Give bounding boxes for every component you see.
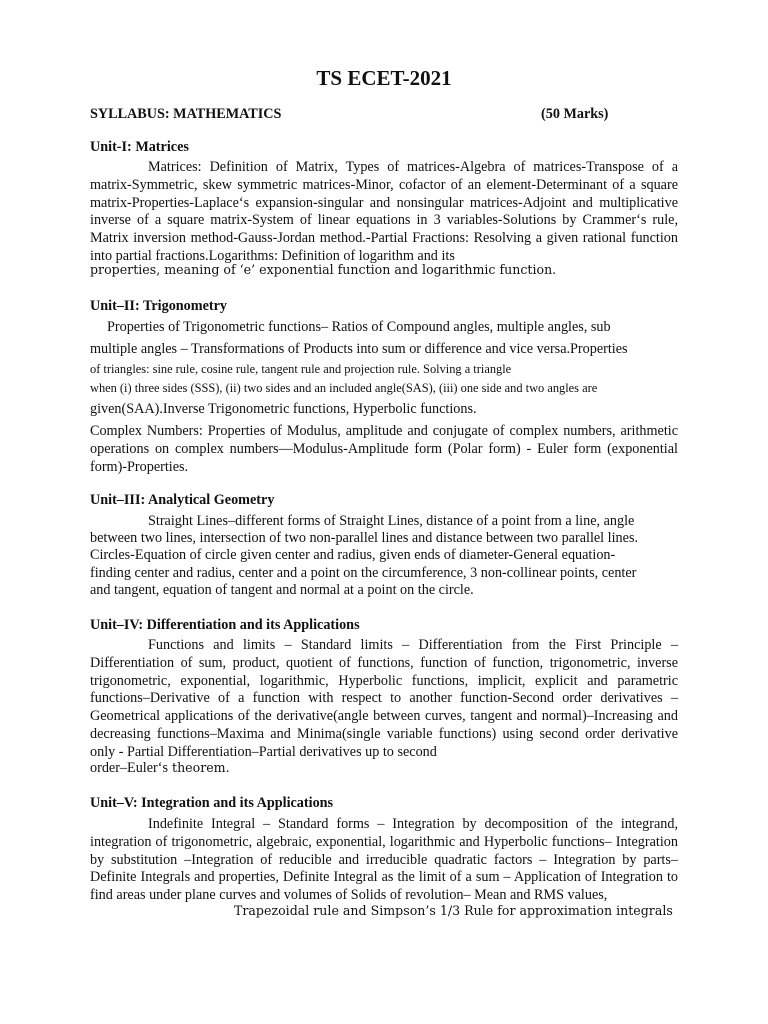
document-title: TS ECET-2021	[316, 66, 452, 90]
unit1-body: Matrices: Definition of Matrix, Types of matrices-Algebra of matrices-Transpose of a matrix-Symmetric, skew symmetric matrices-Minor, cofactor of an element-Determinant of a square matrix-Properties-Laplace‘s expansion-singular and nonsingular matrices-Adjoint and multiplicative inverse of a square matrix-System of linear equations in 3 variables-Solutions by Crammer‘s rule, Matrix inversion method-Gauss-Jordan method.-Partial Fractions: Resolving a given rational function into partial fractions.Logarithms: Definition of logarithm and its	[90, 159, 678, 264]
unit4-last-line	[90, 760, 230, 777]
unit3-line-3: Circles-Equation of circle given center and radius, given ends of diameter-General equation-	[90, 547, 616, 563]
unit2-heading: Unit–II: Trigonometry	[90, 298, 228, 314]
unit2-complex-numbers: Complex Numbers: Properties of Modulus, amplitude and conjugate of complex numbers, arithmetic operations on complex numbers—Modulus-Amplitude form (Polar form) - Euler form (exponential form)-Properties.	[90, 423, 678, 475]
unit3-line-4: finding center and radius, center and a point on the circumference, 3 non-collinear points, center	[90, 565, 637, 581]
unit1-last-line: properties, meaning of ‘e’ exponential function and logarithmic function.	[90, 262, 557, 277]
unit2-line-2: multiple angles – Transformations of Products into sum or difference and vice versa.Properties	[90, 341, 628, 357]
unit4-body: Functions and limits – Standard limits – Differentiation from the First Principle – Differentiation of sum, product, quotient of functions, function of function, trigonometric, inverse trigonometric, exponential, logarithmic, Hyperbolic functions, implicit, explicit and parametric functions–Derivative of a function with respect to another function-Second order derivatives – Geometrical applications of the derivative(angle between curves, tangent and normal)–Increasing and decreasing functions–Maxima and Minima(single variable functions) using second order derivative only - Partial Differentiation–Partial derivatives up to second	[90, 637, 678, 760]
unit3-line-2: between two lines, intersection of two non-parallel lines and distance between two parallel lines.	[90, 530, 639, 546]
marks-label: (50 Marks)	[541, 106, 609, 122]
unit3-line-5: and tangent, equation of tangent and normal at a point on the circle.	[90, 582, 474, 598]
syllabus-label: SYLLABUS: MATHEMATICS	[90, 106, 282, 122]
unit1-heading: Unit-I: Matrices	[90, 139, 189, 155]
unit4-heading: Unit–IV: Differentiation and its Applications	[90, 617, 360, 633]
unit3-heading: Unit–III: Analytical Geometry	[90, 492, 275, 508]
unit3-line-1: Straight Lines–different forms of Straight Lines, distance of a point from a line, angle	[148, 513, 635, 529]
unit5-body: Indefinite Integral – Standard forms – Integration by decomposition of the integrand, integration of trigonometric, algebraic, exponential, logarithmic and Hyperbolic functions– Integration by substitution –Integration of reducible and irreducible quadratic factors – Integration by parts– Definite Integrals and properties, Definite Integral as the limit of a sum – Application of Integration to find areas under plane curves and volumes of Solids of revolution– Mean and RMS values,	[90, 816, 678, 904]
unit5-last-line-tail: Trapezoidal rule and Simpson’s 1/3 Rule for approximation integrals	[234, 903, 673, 918]
unit2-line-1: Properties of Trigonometric functions– Ratios of Compound angles, multiple angles, sub	[107, 319, 611, 335]
unit2-line-3: of triangles: sine rule, cosine rule, tangent rule and projection rule. Solving a triangle	[90, 362, 512, 376]
unit4-last-line-b: theorem.	[168, 760, 230, 775]
unit2-line-5: given(SAA).Inverse Trigonometric functions, Hyperbolic functions.	[90, 401, 477, 417]
unit4-last-line-a: order–Euler‘s	[90, 760, 168, 776]
unit5-heading: Unit–V: Integration and its Applications	[90, 795, 334, 811]
unit2-line-4: when (i) three sides (SSS), (ii) two sides and an included angle(SAS), (iii) one side and two angles are	[90, 381, 598, 395]
